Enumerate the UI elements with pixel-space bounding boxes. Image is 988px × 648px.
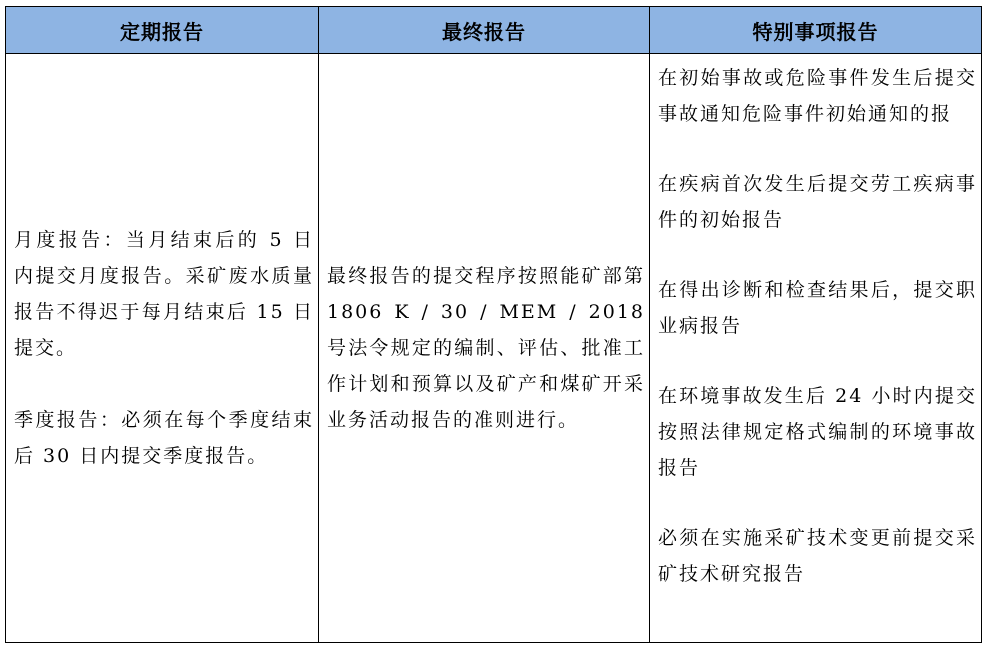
header-row (6, 7, 982, 54)
quarterly-report-text: 季度报告：必须在每个季度结束后 30 日内提交季度报告。 (14, 409, 314, 467)
environmental-accident-text: 在环境事故发生后 24 小时内提交按照法律规定格式编制的环境事故报告 (658, 385, 977, 479)
final-report-cell (319, 54, 650, 643)
table-header (6, 7, 982, 54)
periodic-report-cell (6, 54, 319, 643)
report-requirements-table (5, 6, 982, 643)
final-report-text: 最终报告的提交程序按照能矿部第 1806 K / 30 / MEM / 2018 号法令规定的编制、评估、批准工作计划和预算以及矿产和煤矿开采业务活动报告的准则进行。 (327, 265, 645, 431)
disease-report-text: 在疾病首次发生后提交劳工疾病事件的初始报告 (658, 173, 977, 231)
header-special-report: 特别事项报告 (650, 7, 982, 54)
header-periodic-report: 定期报告 (6, 7, 319, 54)
occupational-disease-text: 在得出诊断和检查结果后，提交职业病报告 (658, 279, 977, 337)
header-final-report: 最终报告 (319, 7, 650, 54)
table-row (6, 54, 982, 643)
special-report-cell (650, 54, 982, 643)
mining-technology-text: 必须在实施采矿技术变更前提交采矿技术研究报告 (658, 527, 977, 585)
table-body (6, 54, 982, 643)
accident-notice-text: 在初始事故或危险事件发生后提交事故通知危险事件初始通知的报 (658, 67, 977, 125)
monthly-report-text: 月度报告：当月结束后的 5 日内提交月度报告。采矿废水质量报告不得迟于每月结束后 15 日提交。 (14, 229, 314, 359)
